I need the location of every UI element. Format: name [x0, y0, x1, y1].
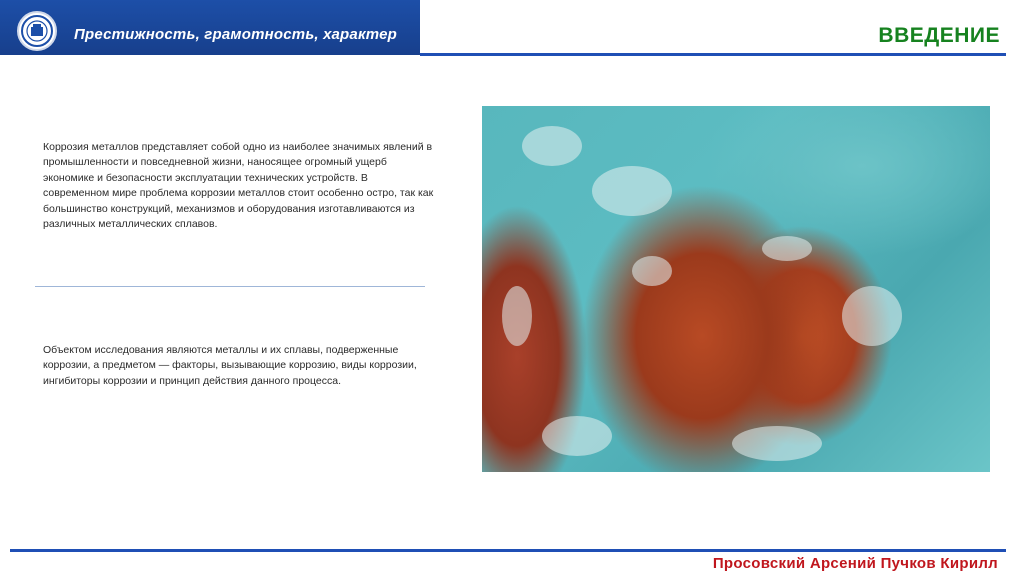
content-divider [35, 286, 425, 287]
footer-divider [10, 549, 1006, 552]
intro-paragraph: Коррозия металлов представляет собой одно из наиболее значимых явлений в промышленности и повседневной жизни, наносящее огромный ущерб экономике и безопасности эксплуатации технических устройств. В современном мире проблема коррозии металлов стоит особенно остро, так как большинство конструкций, механизмов и оборудования изготавливаются из различных металлических сплавов. [43, 141, 434, 231]
section-title: ВВЕДЕНИЕ [878, 24, 1000, 47]
header-divider [420, 53, 1006, 56]
footer-authors: Просовский Арсений Пучков Кирилл [712, 555, 998, 572]
university-emblem-icon [17, 11, 57, 51]
header-banner [0, 0, 420, 55]
header-title: Престижность, грамотность, характер [74, 26, 397, 43]
research-object-paragraph: Объектом исследования являются металлы и их сплавы, подверженные коррозии, а предметом — факторы, вызывающие коррозию, виды коррозии, ингибиторы коррозии и принцип действия данного процесса. [43, 344, 417, 387]
corroded-metal-photo [482, 106, 990, 472]
